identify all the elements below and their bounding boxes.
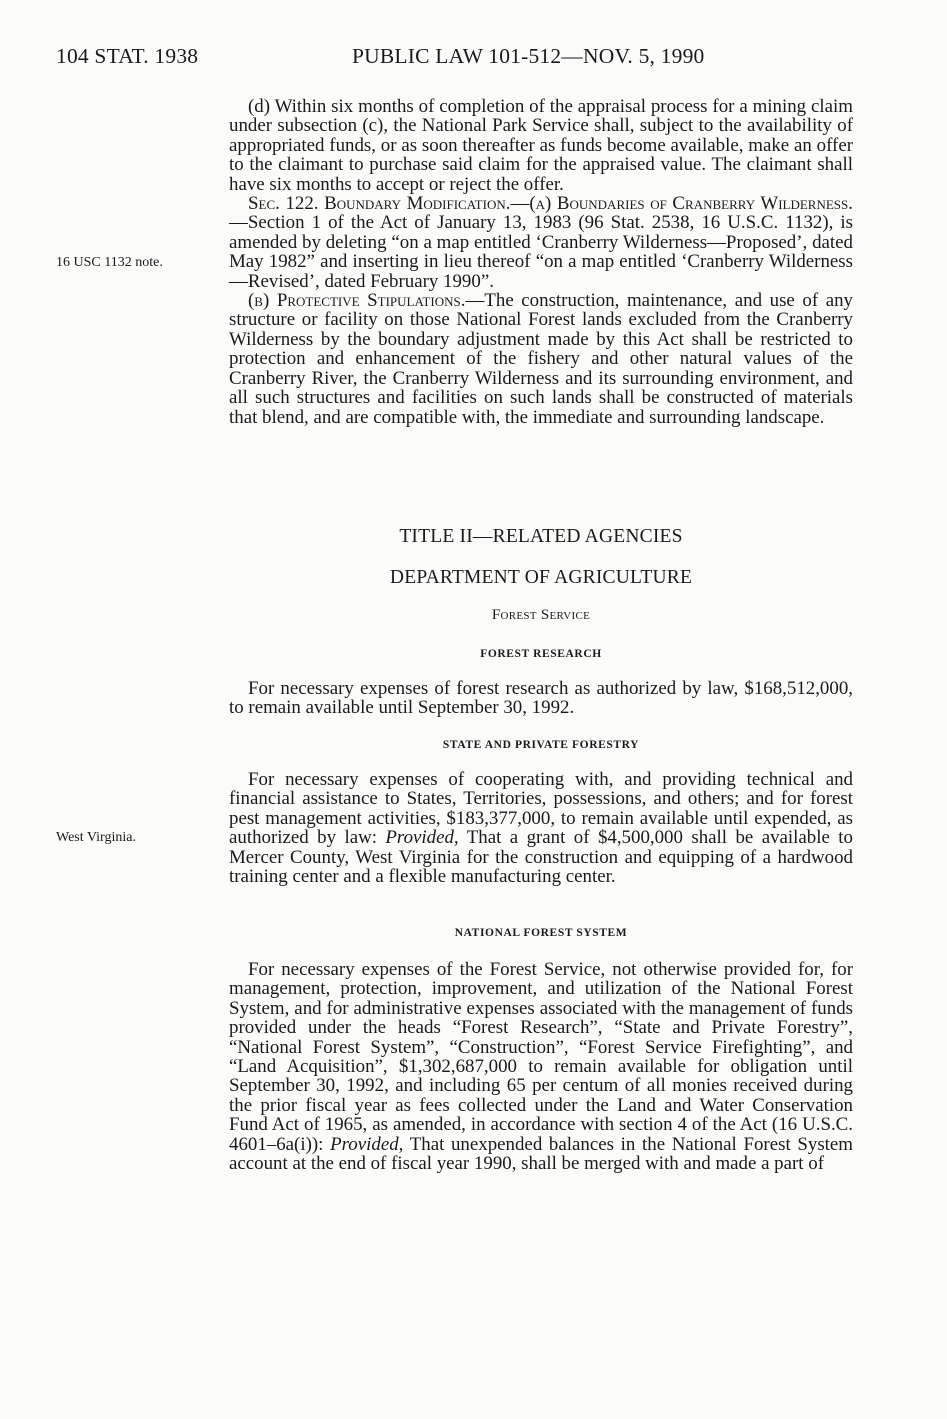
title-heading: TITLE II—RELATED AGENCIES [399,526,683,547]
section-block-1 [229,97,853,427]
state-private-block [229,770,853,886]
forest-research-paragraph: For necessary expenses of forest research as authorized by law, $168,512,000, to remain available until September 30, 1992. [229,678,853,719]
state-private-heading: STATE AND PRIVATE FORESTRY [442,739,640,751]
national-forest-paragraph [229,960,853,1173]
state-private-paragraph [229,770,853,886]
subsection-b [229,291,853,427]
page-stat-number: 104 STAT. 1938 [56,44,199,68]
margin-note-usc: 16 USC 1132 note. [56,255,163,270]
state-private-provided: Provided, [385,827,459,849]
section-122-heading: Sec. 122. Boundary Modification. [248,193,511,215]
section-122 [229,194,853,291]
running-header: PUBLIC LAW 101-512—NOV. 5, 1990 [352,44,705,68]
national-forest-provided: Provided, [330,1133,404,1155]
subsection-a-heading: —(a) Boundaries of Cranberry Wilderness. [510,193,853,215]
state-private-text-b: That a grant of $4,500,000 shall be available to Mercer County, West Virginia for the construction and equipping of a hardwood training center and a flexible manufacturing center. [229,827,853,888]
department-heading: DEPARTMENT OF AGRICULTURE [389,567,693,588]
national-forest-text-a: For necessary expenses of the Forest Service, not otherwise provided for, for management, protection, improvement, and utilization of the National Forest System, and for administrative expenses associated with the management of funds provided under the heads “Forest Research”, “State and Private Forestry”, “National Forest System”, “Construction”, “Forest Service Firefighting”, and “Land Acquisition”, $1,302,687,000 to remain available for obligation until September 30, 1992, and including 65 per centum of all monies received during the prior fiscal year as fees collected under the Land and Water Conservation Fund Act of 1965, as amended, in accordance with section 4 of the Act (16 U.S.C. 4601–6a(i)): [229,959,853,1155]
national-forest-block [229,960,853,1173]
forest-research-block [229,679,853,718]
forest-research-heading: FOREST RESEARCH [480,648,602,660]
national-forest-heading: NATIONAL FOREST SYSTEM [454,927,628,939]
subsection-b-heading: (b) Protective Stipulations. [248,290,466,312]
margin-note-west-virginia: West Virginia. [56,830,136,845]
subsection-b-text: —The construction, maintenance, and use of any structure or facility on those National Forest lands excluded from the Cranberry Wilderness by the boundary adjustment made by this Act shall be restricted to protection and enhancement of the fishery and other natural values of the Cranberry River, the Cranberry Wilderness and its surrounding environment, and all such structures and facilities on such lands shall be constructed of materials that blend, and are compatible with, the immediate and surrounding landscape. [229,290,853,428]
agency-heading: Forest Service [491,607,591,623]
paragraph-d: (d) Within six months of completion of the appraisal process for a mining claim under subsection (c), the National Park Service shall, subject to the availability of appropriated funds, or as soon thereafter as funds become available, make an offer to the claimant to purchase said claim for the appraised value. The claimant shall have six months to accept or reject the offer. [229,96,853,195]
subsection-a-text: —Section 1 of the Act of January 13, 1983 (96 Stat. 2538, 16 U.S.C. 1132), is amended by deleting “on a map entitled ‘Cranberry Wilderness—Proposed’, dated May 1982” and inserting in lieu thereof “on a map entitled ‘Cranberry Wilderness—Revised’, dated February 1990”. [229,212,853,292]
national-forest-text-b: That unexpended balances in the National Forest System account at the end of fiscal year 1990, shall be merged with and made a part of [229,1133,853,1175]
state-private-text-a: For necessary expenses of cooperating with, and providing technical and financial assistance to States, Territories, possessions, and others; and for forest pest management activities, $183,377,000, to remain available until expended, as authorized by law: [229,769,853,849]
